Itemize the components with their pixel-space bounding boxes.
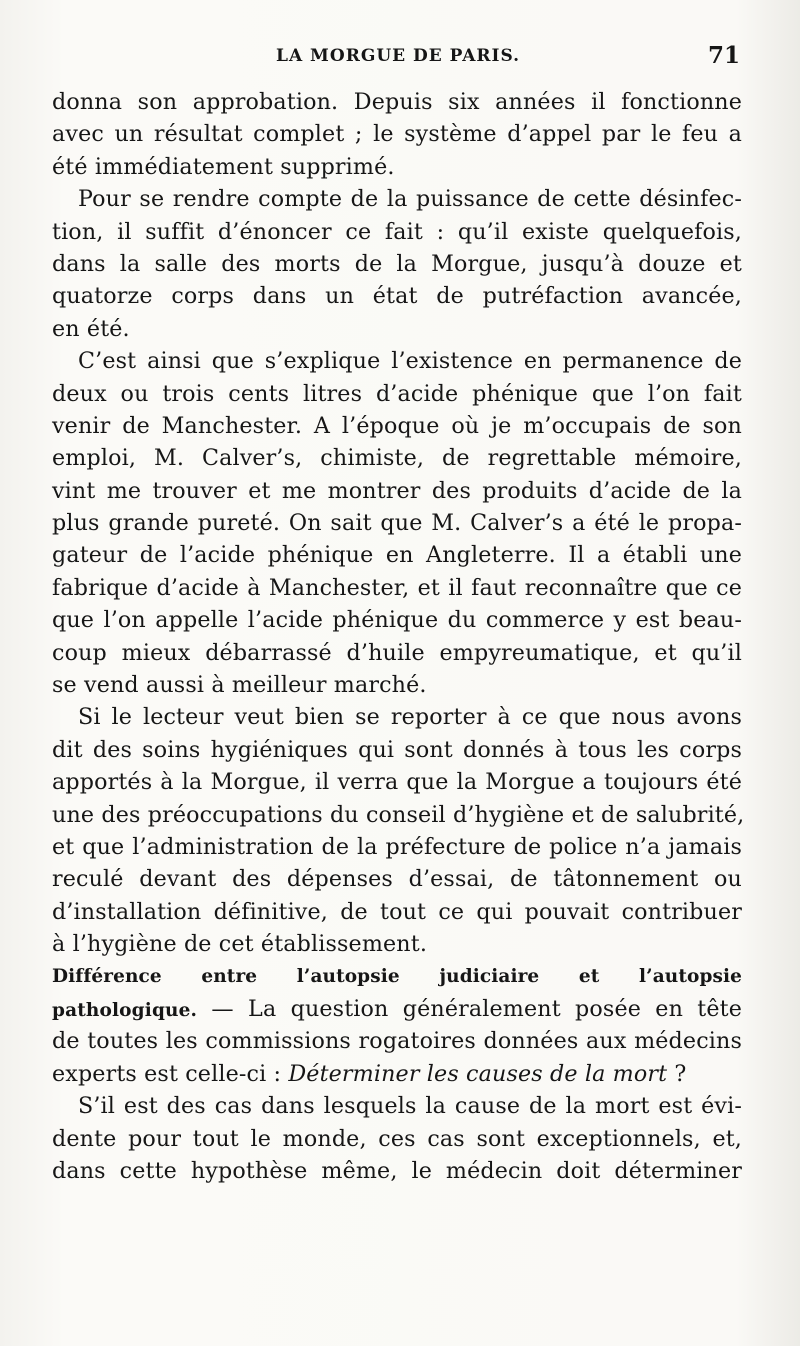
- text-line: de toutes les commissions rogatoires données aux médecins: [52, 1028, 742, 1055]
- running-head: [52, 40, 742, 74]
- paragraph-start-line: C’est ainsi que s’explique l’existence en permanence de: [78, 348, 742, 375]
- text-line: été immédiatement supprimé.: [52, 153, 395, 180]
- text-line: et que l’administration de la préfecture de police n’a jamais: [52, 833, 742, 860]
- heading-bold-part: pathologique.: [52, 999, 198, 1021]
- text-line: gateur de l’acide phénique en Angleterre. Il a établi une: [52, 542, 742, 569]
- question-mark: ?: [667, 1060, 687, 1087]
- text-line: à l’hygiène de cet établissement.: [52, 931, 428, 958]
- text-line: plus grande pureté. On sait que M. Calver’s a été le propa-: [52, 510, 742, 537]
- text-line: reculé devant des dépenses d’essai, de tâtonnement ou: [52, 866, 742, 893]
- text-line: dans cette hypothèse même, le médecin doit déterminer: [52, 1157, 742, 1184]
- paragraph-start-line: S’il est des cas dans lesquels la cause de la mort est évi-: [78, 1093, 742, 1120]
- text-line: dit des soins hygiéniques qui sont donnés à tous les corps: [52, 736, 742, 763]
- question-italic: Déterminer les causes de la mort: [288, 1060, 668, 1087]
- text-line: donna son approbation. Depuis six années il fonctionne: [52, 89, 742, 115]
- section-heading-continuation: [52, 993, 742, 1025]
- text-line: quatorze corps dans un état de putréfaction avancée,: [52, 283, 742, 310]
- text-line: d’installation définitive, de tout ce qui pouvait contribuer: [52, 898, 742, 925]
- text-line: apportés à la Morgue, il verra que la Morgue a toujours été: [52, 769, 742, 796]
- question-line: [52, 1058, 742, 1090]
- text-line: que l’on appelle l’acide phénique du commerce y est beau-: [52, 607, 742, 634]
- text-line: dente pour tout le monde, ces cas sont exceptionnels, et,: [52, 1125, 742, 1152]
- body-text: [52, 86, 745, 1187]
- heading-regular-part: — La question généralement posée en tête: [197, 995, 742, 1022]
- text-line: deux ou trois cents litres d’acide phénique que l’on fait: [52, 380, 742, 407]
- page-number: 71: [707, 42, 740, 69]
- text-line: emploi, M. Calver’s, chimiste, de regrettable mémoire,: [52, 445, 742, 472]
- text-line: tion, il suffit d’énoncer ce fait : qu’il existe quelquefois,: [52, 218, 742, 245]
- paragraph-start-line: Pour se rendre compte de la puissance de cette désinfec-: [78, 186, 742, 213]
- text-line: coup mieux débarrassé d’huile empyreumatique, et qu’il: [52, 639, 742, 666]
- text-line: venir de Manchester. A l’époque où je m’occupais de son: [52, 412, 742, 439]
- text-line: dans la salle des morts de la Morgue, jusqu’à douze et: [52, 250, 742, 277]
- section-heading: Différence entre l’autopsie judiciaire et l’autopsie: [52, 965, 742, 987]
- text-line: une des préoccupations du conseil d’hygiène et de salubrité,: [52, 801, 745, 828]
- text-line: se vend aussi à meilleur marché.: [52, 672, 427, 699]
- paragraph-start-line: Si le lecteur veut bien se reporter à ce que nous avons: [78, 704, 742, 731]
- question-intro: experts est celle-ci :: [52, 1060, 289, 1087]
- running-title: LA MORGUE DE PARIS.: [276, 46, 521, 66]
- text-line: fabrique d’acide à Manchester, et il faut reconnaître que ce: [52, 574, 742, 601]
- text-line: en été.: [52, 315, 130, 342]
- text-line: avec un résultat complet ; le système d’appel par le feu a: [52, 121, 742, 148]
- text-line: vint me trouver et me montrer des produits d’acide de la: [52, 477, 742, 504]
